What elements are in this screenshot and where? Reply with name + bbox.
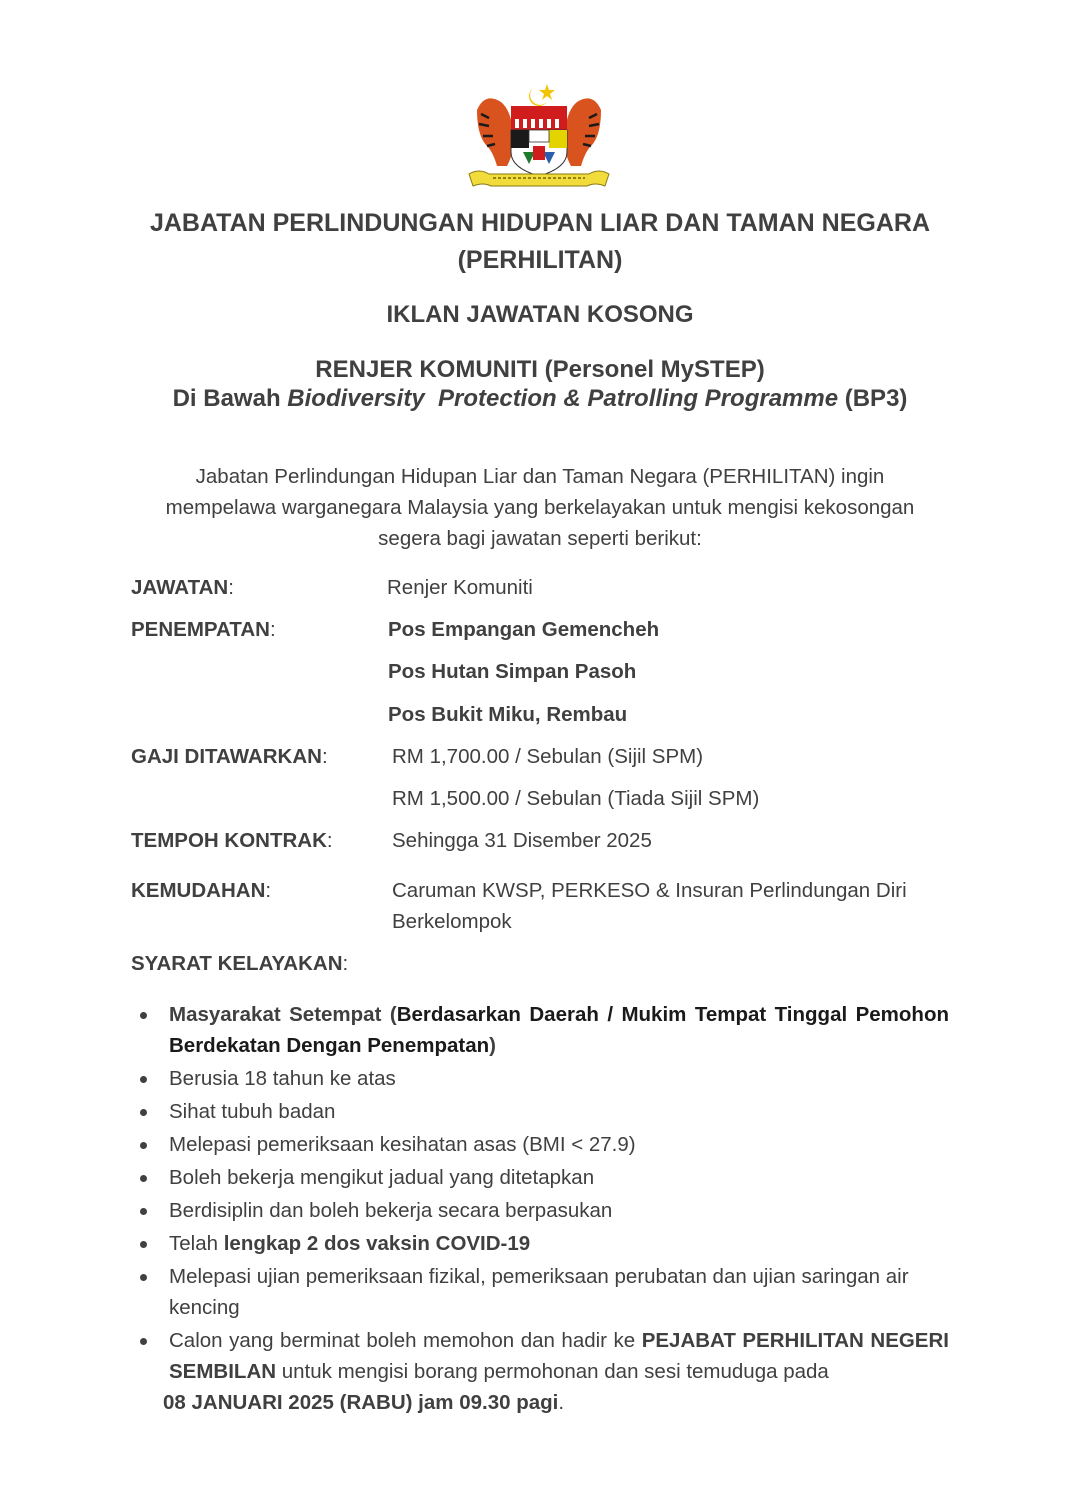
intro-line: mempelawa warganegara Malaysia yang berkelayakan untuk mengisi kekosongan: [165, 496, 915, 519]
list-item: Melepasi ujian pemeriksaan fizikal, pemeriksaan perubatan dan ujian saringan air kencing: [169, 1265, 909, 1319]
position-title: RENJER KOMUNITI (Personel MySTEP): [315, 356, 765, 383]
program-prefix: Di Bawah: [172, 385, 288, 412]
list-item: Boleh bekerja mengikut jadual yang ditetapkan: [169, 1166, 595, 1189]
bullet-icon: [140, 1076, 147, 1083]
jawatan-value: Renjer Komuniti: [387, 576, 533, 599]
program-name: Biodiversity Protection & Patrolling Programme: [287, 385, 839, 412]
interview-date: 08 JANUARI 2025 (RABU) jam 09.30 pagi.: [163, 1391, 565, 1414]
list-item: Telah lengkap 2 dos vaksin COVID-19: [169, 1232, 531, 1255]
bullet-icon: [140, 1338, 147, 1345]
jawatan-label: JAWATAN:: [131, 576, 234, 599]
list-item: Masyarakat Setempat (Berdasarkan Daerah / Mukim Tempat Tinggal Pemohon Berdekatan Dengan Penempatan): [169, 1003, 949, 1057]
intro-line: segera bagi jawatan seperti berikut:: [378, 527, 702, 550]
list-item: Calon yang berminat boleh memohon dan hadir ke PEJABAT PERHILITAN NEGERI SEMBILAN untuk mengisi borang permohonan dan sesi temuduga pada: [169, 1329, 949, 1383]
bullet-icon: [140, 1274, 147, 1281]
gaji-value: RM 1,500.00 / Sebulan (Tiada Sijil SPM): [392, 787, 760, 810]
kemudahan-value: Caruman KWSP, PERKESO & Insuran Perlindungan Diri: [392, 879, 907, 902]
gaji-label: GAJI DITAWARKAN:: [131, 745, 328, 768]
syarat-label: SYARAT KELAYAKAN:: [131, 952, 349, 975]
tempoh-value: Sehingga 31 Disember 2025: [392, 829, 652, 852]
list-item: Melepasi pemeriksaan kesihatan asas (BMI < 27.9): [169, 1133, 636, 1156]
bullet-icon: [140, 1175, 147, 1182]
department-name-line1: JABATAN PERLINDUNGAN HIDUPAN LIAR DAN TAMAN NEGARA: [149, 209, 931, 237]
tempoh-label: TEMPOH KONTRAK:: [131, 829, 333, 852]
kemudahan-label: KEMUDAHAN:: [131, 879, 272, 902]
kemudahan-value: Berkelompok: [392, 910, 512, 933]
jata-negara-crest-logo: [463, 80, 615, 200]
program-suffix: (BP3): [838, 385, 908, 412]
bullet-icon: [140, 1142, 147, 1149]
penempatan-value: Pos Hutan Simpan Pasoh: [388, 660, 637, 683]
department-acronym: (PERHILITAN): [457, 246, 623, 274]
list-item: Berdisiplin dan boleh bekerja secara berpasukan: [169, 1199, 613, 1222]
gaji-value: RM 1,700.00 / Sebulan (Sijil SPM): [392, 745, 704, 768]
program-line: [0, 385, 1080, 413]
penempatan-label: PENEMPATAN:: [131, 618, 276, 641]
bullet-icon: [140, 1012, 147, 1019]
intro-paragraph: [0, 461, 1080, 554]
list-item: Berusia 18 tahun ke atas: [169, 1067, 396, 1090]
intro-line: Jabatan Perlindungan Hidupan Liar dan Taman Negara (PERHILITAN) ingin: [195, 465, 885, 488]
list-item: Sihat tubuh badan: [169, 1100, 336, 1123]
penempatan-value: Pos Empangan Gemencheh: [388, 618, 660, 641]
bullet-icon: [140, 1241, 147, 1248]
penempatan-value: Pos Bukit Miku, Rembau: [388, 703, 628, 726]
ad-title: IKLAN JAWATAN KOSONG: [386, 301, 694, 328]
bullet-icon: [140, 1208, 147, 1215]
bullet-icon: [140, 1109, 147, 1116]
